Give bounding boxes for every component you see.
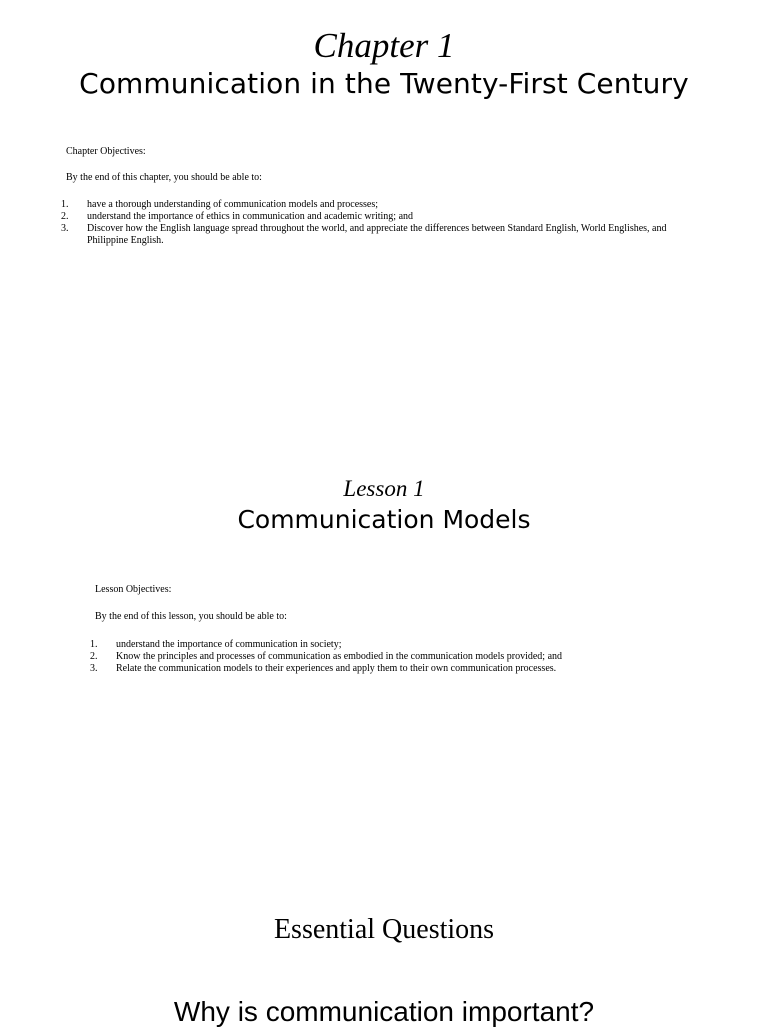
chapter-label: Chapter 1	[313, 26, 455, 65]
list-item-text: Relate the communication models to their experiences and apply them to their own communication processes.	[116, 663, 557, 674]
list-item-text: Discover how the English language spread throughout the world, and appreciate the differences between Standard English, World Englishes, and Philippine English.	[87, 223, 667, 246]
list-item-number: 2.	[61, 211, 69, 222]
lesson-objectives-list	[90, 639, 710, 675]
essential-questions-heading: Essential Questions	[273, 914, 495, 945]
chapter-objectives-list	[61, 199, 681, 247]
list-item	[90, 651, 710, 663]
lesson-objectives-heading: Lesson Objectives:	[95, 584, 172, 595]
lesson-objectives-intro: By the end of this lesson, you should be able to:	[95, 611, 287, 622]
essential-question: Why is communication important?	[173, 996, 595, 1027]
chapter-objectives-heading: Chapter Objectives:	[66, 146, 146, 157]
list-item-number: 1.	[61, 199, 69, 210]
list-item	[90, 639, 710, 651]
list-item-text: understand the importance of communication in society;	[116, 639, 342, 650]
chapter-objectives-intro: By the end of this chapter, you should be able to:	[66, 172, 262, 183]
list-item-number: 3.	[61, 223, 69, 234]
list-item-text: understand the importance of ethics in communication and academic writing; and	[87, 211, 414, 222]
list-item	[61, 199, 681, 211]
chapter-title: Communication in the Twenty-First Century	[79, 67, 689, 100]
list-item	[90, 663, 710, 675]
lesson-title: Communication Models	[237, 505, 531, 534]
list-item-number: 1.	[90, 639, 98, 650]
list-item-text: Know the principles and processes of communication as embodied in the communication models provided; and	[116, 651, 563, 662]
lesson-label: Lesson 1	[343, 476, 425, 501]
list-item-number: 3.	[90, 663, 98, 674]
list-item-number: 2.	[90, 651, 98, 662]
list-item	[61, 223, 681, 247]
list-item	[61, 211, 681, 223]
list-item-text: have a thorough understanding of communication models and processes;	[87, 199, 379, 210]
